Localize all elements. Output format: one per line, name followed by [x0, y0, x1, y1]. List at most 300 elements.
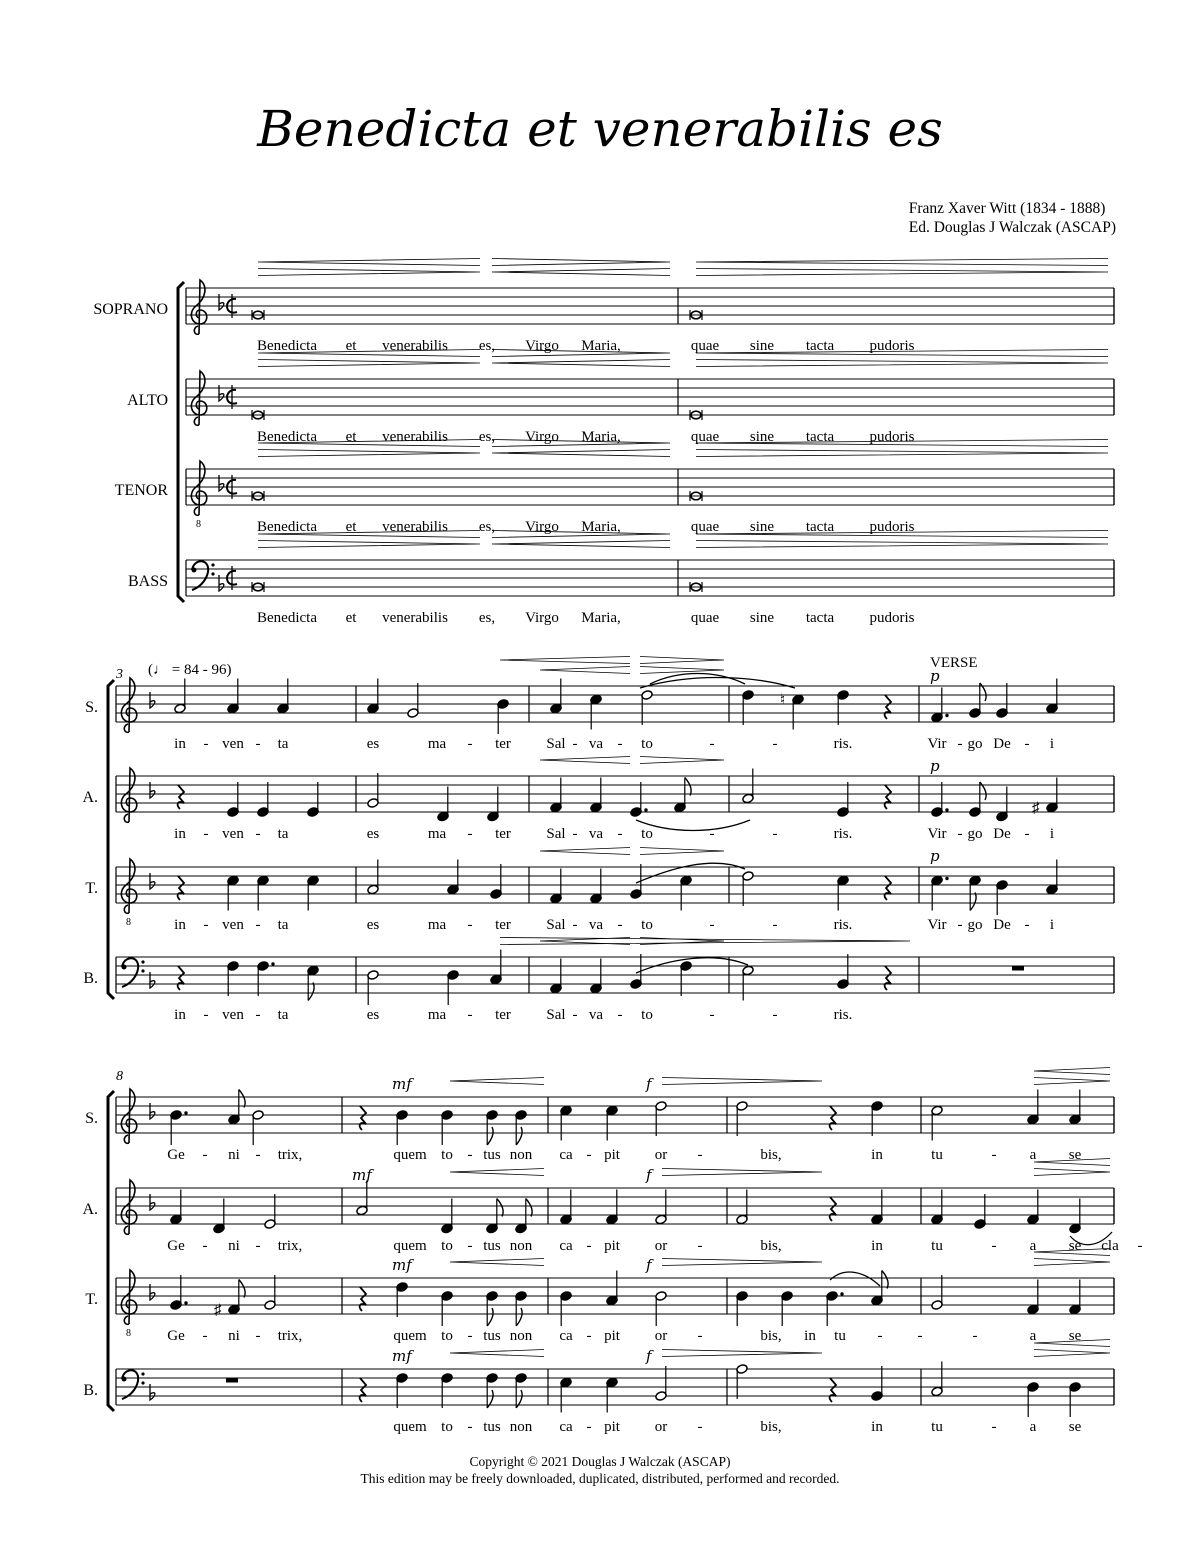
lyric-syllable: De: [993, 826, 1011, 842]
dynamic-marking: f: [646, 1166, 652, 1184]
lyric-syllable: Benedicta: [257, 519, 317, 535]
quarter-note: [590, 694, 602, 729]
quarter-note: [931, 1190, 943, 1225]
measure-number: 8: [116, 1069, 123, 1084]
half-note: [736, 1101, 748, 1136]
lyric-syllable: venerabilis: [382, 610, 448, 626]
lyric-syllable: ta: [277, 1007, 289, 1023]
lyric-syllable: ven: [222, 736, 244, 752]
lyric-syllable: -: [255, 826, 261, 842]
measure-number: 3: [116, 667, 123, 682]
decrescendo-hairpin: [662, 1350, 822, 1357]
flat-sign: [219, 575, 224, 591]
flat-sign: [150, 692, 155, 708]
flat-sign: [219, 294, 224, 310]
quarter-note: [560, 1190, 572, 1225]
quarter-note: [606, 1190, 618, 1225]
lyric-syllable: se: [1068, 1238, 1082, 1254]
lyric-syllable: Vir: [927, 826, 947, 842]
half-note: [742, 871, 754, 906]
lyric-syllable: a: [1029, 1419, 1037, 1435]
lyric-syllable: ma: [427, 736, 447, 752]
augmentation-dot: [840, 1292, 843, 1295]
lyric-syllable: non: [509, 1328, 533, 1344]
lyric-syllable: i: [1049, 736, 1055, 752]
lyric-syllable: i: [1049, 917, 1055, 933]
lyric-syllable: -: [255, 1007, 261, 1023]
quarter-note: [590, 959, 602, 994]
crescendo-hairpin: [696, 259, 1108, 266]
half-note: [931, 1275, 943, 1310]
lyric-syllable: es,: [478, 519, 496, 535]
lyric-syllable: venerabilis: [382, 519, 448, 535]
half-note: [931, 1105, 943, 1140]
copyright-line: Copyright © 2021 Douglas J Walczak (ASCAP): [469, 1454, 731, 1469]
lyric-syllable: se: [1068, 1147, 1082, 1163]
lyric-syllable: ter: [495, 736, 511, 752]
lyric-syllable: -: [586, 1419, 592, 1435]
quarter-note: [396, 1110, 408, 1145]
bass-clef-dot: [122, 965, 127, 970]
lyric-syllable: tu: [931, 1419, 943, 1435]
decrescendo-hairpin: [258, 541, 480, 548]
eighth-note: [515, 1291, 527, 1326]
quarter-rest: [885, 785, 891, 809]
dynamic-marking: mf: [352, 1166, 372, 1184]
lyric-syllable: -: [772, 826, 778, 842]
lyric-syllable: tus: [483, 1147, 501, 1163]
dynamic-marking: mf: [392, 1256, 412, 1274]
lyric-syllable: -: [203, 917, 209, 933]
crescendo-hairpin: [258, 259, 480, 266]
dynamic-marking: p: [930, 667, 940, 685]
lyric-syllable: tus: [483, 1328, 501, 1344]
half-note: [641, 690, 653, 725]
lyric-syllable: -: [617, 917, 623, 933]
quarter-note: [550, 959, 562, 994]
quarter-note: [227, 961, 239, 996]
copyright-footer: [0, 1453, 1200, 1487]
quarter-note: [871, 1101, 883, 1136]
augmentation-dot: [945, 877, 948, 880]
lyric-syllable: es,: [478, 429, 496, 445]
lyric-syllable: -: [877, 1328, 883, 1344]
lyric-syllable: Sal: [546, 826, 566, 842]
system-bracket: [108, 1091, 114, 1411]
eighth-note: [214, 1280, 245, 1319]
decrescendo-hairpin: [492, 259, 670, 266]
lyric-syllable: or: [654, 1419, 668, 1435]
lyric-syllable: ma: [427, 917, 447, 933]
decrescendo-hairpin: [662, 1259, 822, 1266]
lyric-syllable: to: [441, 1328, 453, 1344]
quarter-note: [931, 688, 949, 723]
lyric-syllable: quae: [690, 519, 720, 535]
lyric-syllable: venerabilis: [382, 429, 448, 445]
lyric-syllable: et: [345, 519, 357, 535]
lyric-syllable: quem: [393, 1147, 427, 1163]
quarter-note: [1027, 1190, 1039, 1225]
quarter-note: [227, 679, 239, 714]
lyric-syllable: va: [588, 736, 604, 752]
lyric-syllable: -: [467, 826, 473, 842]
half-note: [264, 1194, 276, 1229]
bass-clef-dot: [141, 969, 144, 972]
editor-line: Ed. Douglas J Walczak (ASCAP): [908, 219, 1116, 236]
decrescendo-hairpin: [662, 1078, 822, 1085]
quarter-note: [441, 1110, 453, 1145]
decrescendo-hairpin: [1034, 1350, 1110, 1357]
decrescendo-hairpin: [640, 657, 724, 664]
lyric-syllable: se: [1068, 1328, 1082, 1344]
quarter-note: [257, 782, 269, 817]
flat-sign: [150, 873, 155, 889]
lyric-syllable: trix,: [277, 1238, 303, 1254]
lyric-syllable: va: [588, 826, 604, 842]
lyric-syllable: tu: [834, 1328, 846, 1344]
quarter-rest: [830, 1378, 836, 1402]
quarter-note: [441, 1373, 453, 1408]
half-note: [655, 1101, 667, 1136]
quarter-rest: [885, 695, 891, 719]
lyric-syllable: es,: [478, 338, 496, 354]
lyric-syllable: Vir: [927, 917, 947, 933]
half-note: [367, 773, 379, 808]
quarter-note: [837, 954, 849, 989]
sharp-sign: ♯: [214, 1302, 222, 1319]
lyric-syllable: ca: [559, 1419, 573, 1435]
half-note: [655, 1291, 667, 1326]
half-note: [736, 1190, 748, 1225]
lyric-syllable: ter: [495, 917, 511, 933]
lyric-syllable: in: [174, 736, 186, 752]
quarter-note: [996, 683, 1008, 718]
lyric-syllable: va: [588, 917, 604, 933]
lyric-syllable: es: [366, 917, 380, 933]
lyric-syllable: -: [617, 1007, 623, 1023]
lyric-syllable: Vir: [927, 736, 947, 752]
flat-sign: [150, 1194, 155, 1210]
lyric-syllable: trix,: [277, 1147, 303, 1163]
note-flag: [239, 1280, 245, 1298]
bass-clef-shape: [122, 1370, 138, 1399]
lyric-syllable: ven: [222, 917, 244, 933]
lyric-syllable: pudoris: [869, 429, 915, 445]
decrescendo-hairpin: [696, 269, 1108, 276]
lyric-syllable: a: [1029, 1328, 1037, 1344]
quarter-note: [837, 690, 849, 725]
quarter-note: [560, 1105, 572, 1140]
lyric-syllable: -: [697, 1419, 703, 1435]
lyric-syllable: ni: [228, 1238, 240, 1254]
lyric-syllable: -: [572, 1007, 578, 1023]
lyric-syllable: et: [345, 429, 357, 445]
quarter-note: [550, 869, 562, 904]
whole-rest: [226, 1378, 238, 1383]
lyric-syllable: -: [709, 917, 715, 933]
lyric-syllable: es: [366, 736, 380, 752]
lyric-syllable: quem: [393, 1419, 427, 1435]
eighth-note: [871, 1271, 888, 1306]
lyric-syllable: Ge: [167, 1238, 185, 1254]
lyric-syllable: -: [772, 917, 778, 933]
lyric-syllable: tu: [931, 1147, 943, 1163]
quarter-note: [996, 787, 1008, 822]
lyric-syllable: Benedicta: [257, 338, 317, 354]
lyric-syllable: ven: [222, 1007, 244, 1023]
decrescendo-hairpin: [662, 1169, 822, 1176]
lyric-syllable: ta: [277, 917, 289, 933]
quarter-note: [550, 679, 562, 714]
bass-clef: [192, 561, 215, 590]
quarter-note: [780, 693, 804, 730]
lyric-syllable: a: [1029, 1238, 1037, 1254]
crescendo-hairpin: [492, 269, 670, 276]
quarter-note: [1027, 1382, 1039, 1417]
quarter-note: [606, 1271, 618, 1306]
lyric-syllable: -: [957, 736, 963, 752]
half-note: [252, 1110, 264, 1145]
lyric-syllable: ma: [427, 1007, 447, 1023]
quarter-note: [742, 690, 754, 725]
lyric-syllable: Sal: [546, 1007, 566, 1023]
half-note: [655, 1190, 667, 1225]
quarter-rest: [360, 1378, 366, 1402]
quarter-rest: [360, 1106, 366, 1130]
dynamic-marking: mf: [392, 1075, 412, 1093]
lyric-syllable: -: [617, 736, 623, 752]
voice-label: TENOR: [114, 482, 168, 499]
lyric-syllable: es,: [478, 610, 496, 626]
note-flag: [487, 1127, 493, 1145]
eighth-note: [515, 1110, 527, 1145]
lyric-syllable: ta: [277, 826, 289, 842]
lyric-syllable: sine: [749, 429, 775, 445]
augmentation-dot: [945, 714, 948, 717]
quarter-note: [606, 1377, 618, 1412]
lyric-syllable: Maria,: [581, 610, 621, 626]
lyric-syllable: to: [441, 1419, 453, 1435]
lyric-syllable: -: [255, 1328, 261, 1344]
quarter-note: [447, 970, 459, 1005]
quarter-note: [490, 864, 502, 899]
decrescendo-hairpin: [500, 938, 910, 945]
note-flag: [516, 1127, 522, 1145]
quarter-note: [307, 782, 319, 817]
dynamic-marking: f: [646, 1347, 652, 1365]
quarter-note: [736, 1291, 748, 1326]
score-title: Benedicta et venerabilis es: [257, 100, 943, 158]
quarter-note: [560, 1377, 572, 1412]
lyric-syllable: tacta: [805, 610, 835, 626]
lyric-syllable: Virgo: [525, 610, 559, 626]
dynamic-marking: mf: [392, 1347, 412, 1365]
note-flag: [516, 1308, 522, 1326]
voice-label: T.: [85, 880, 98, 897]
lyric-syllable: pit: [604, 1238, 620, 1254]
lyric-syllable: Ge: [167, 1147, 185, 1163]
quarter-note: [590, 778, 602, 813]
crescendo-hairpin: [492, 541, 670, 548]
lyric-syllable: -: [467, 1147, 473, 1163]
note-flag: [497, 1199, 503, 1217]
half-note: [367, 970, 379, 1005]
lyric-syllable: pudoris: [869, 338, 915, 354]
bass-clef: [122, 1370, 145, 1399]
bass-clef-dot: [141, 960, 144, 963]
flat-sign: [219, 475, 224, 491]
lyric-syllable: to: [641, 736, 653, 752]
lyric-syllable: in: [174, 1007, 186, 1023]
lyric-syllable: -: [697, 1238, 703, 1254]
lyric-syllable: -: [709, 826, 715, 842]
tempo-marking: (♩ = 84 - 96): [148, 662, 232, 678]
lyric-syllable: -: [772, 736, 778, 752]
dynamic-marking: f: [646, 1075, 652, 1093]
lyric-syllable: -: [467, 1238, 473, 1254]
system-bracket: [108, 680, 114, 999]
augmentation-dot: [644, 808, 647, 811]
quarter-rest: [178, 785, 184, 809]
quarter-note: [837, 875, 849, 910]
lyric-syllable: Benedicta: [257, 429, 317, 445]
half-note: [356, 1181, 368, 1216]
quarter-note: [497, 699, 509, 734]
eighth-note: [307, 965, 319, 1000]
lyric-syllable: -: [572, 826, 578, 842]
lyric-syllable: -: [467, 917, 473, 933]
lyric-syllable: -: [202, 1147, 208, 1163]
dynamic-marking: p: [930, 757, 940, 775]
lyric-syllable: sine: [749, 519, 775, 535]
lyric-syllable: i: [1049, 826, 1055, 842]
quarter-note: [1069, 1090, 1081, 1125]
lyric-syllable: non: [509, 1147, 533, 1163]
license-line: This edition may be freely downloaded, duplicated, distributed, performed and recorded.: [360, 1471, 840, 1486]
lyric-syllable: ta: [277, 736, 289, 752]
lyric-syllable: pit: [604, 1419, 620, 1435]
decrescendo-hairpin: [1034, 1078, 1110, 1085]
note-flag: [882, 1271, 888, 1289]
system-bracket: [178, 282, 184, 602]
quarter-note: [367, 679, 379, 714]
lyric-syllable: tus: [483, 1238, 501, 1254]
lyric-syllable: quem: [393, 1238, 427, 1254]
lyric-syllable: in: [871, 1419, 883, 1435]
lyric-syllable: sine: [749, 338, 775, 354]
lyric-syllable: ris.: [833, 736, 853, 752]
quarter-rest: [830, 1197, 836, 1221]
bass-clef-dot: [141, 1381, 144, 1384]
lyric-syllable: bis,: [760, 1238, 782, 1254]
quarter-note: [1069, 1382, 1081, 1417]
decrescendo-hairpin: [696, 360, 1108, 367]
lyric-syllable: or: [654, 1328, 668, 1344]
lyric-syllable: in: [174, 917, 186, 933]
lyric-syllable: -: [203, 1007, 209, 1023]
note-flag: [526, 1199, 532, 1217]
lyric-syllable: cla: [1101, 1238, 1119, 1254]
voice-label: ALTO: [127, 392, 168, 409]
bass-clef-dot: [141, 1372, 144, 1375]
lyric-syllable: in: [174, 826, 186, 842]
quarter-note: [441, 1199, 453, 1234]
lyric-syllable: et: [345, 610, 357, 626]
octave-eight: 8: [126, 1328, 131, 1339]
lyric-syllable: -: [991, 1147, 997, 1163]
lyric-syllable: non: [509, 1419, 533, 1435]
flat-sign: [150, 1384, 155, 1400]
augmentation-dot: [271, 962, 274, 965]
crescendo-hairpin: [1034, 1068, 1110, 1075]
lyric-syllable: -: [255, 1147, 261, 1163]
quarter-note: [1027, 1280, 1039, 1315]
voice-label: B.: [83, 1382, 98, 1399]
voice-label: A.: [82, 1201, 98, 1218]
eighth-note: [486, 1373, 498, 1408]
crescendo-hairpin: [450, 1169, 544, 1176]
lyric-syllable: quae: [690, 429, 720, 445]
flat-sign: [219, 385, 224, 401]
quarter-note: [227, 875, 239, 910]
half-note: [407, 683, 419, 718]
lyric-syllable: -: [1024, 826, 1030, 842]
quarter-note: [680, 961, 692, 996]
lyric-syllable: es: [366, 826, 380, 842]
bass-clef: [122, 958, 145, 987]
slur: [830, 1272, 880, 1286]
quarter-note: [550, 778, 562, 813]
half-note: [655, 1366, 667, 1401]
half-note: [736, 1364, 748, 1399]
quarter-note: [396, 1373, 408, 1408]
lyric-syllable: tacta: [805, 338, 835, 354]
decrescendo-hairpin: [258, 269, 480, 276]
lyric-syllable: -: [709, 736, 715, 752]
quarter-note: [837, 782, 849, 817]
lyric-syllable: ca: [559, 1328, 573, 1344]
lyric-syllable: -: [255, 1238, 261, 1254]
lyric-syllable: -: [255, 736, 261, 752]
quarter-note: [931, 875, 949, 910]
quarter-note: [227, 782, 239, 817]
half-note: [264, 1275, 276, 1310]
bass-clef-shape: [192, 561, 208, 590]
lyric-syllable: pudoris: [869, 610, 915, 626]
lyric-syllable: to: [641, 826, 653, 842]
lyric-syllable: bis,: [760, 1328, 782, 1344]
decrescendo-hairpin: [1034, 1169, 1110, 1176]
lyric-syllable: ter: [495, 826, 511, 842]
lyric-syllable: or: [654, 1238, 668, 1254]
lyric-syllable: bis,: [760, 1147, 782, 1163]
crescendo-hairpin: [450, 1078, 544, 1085]
lyric-syllable: Maria,: [581, 429, 621, 445]
decrescendo-hairpin: [258, 450, 480, 457]
lyric-syllable: -: [697, 1147, 703, 1163]
quarter-rest: [830, 1106, 836, 1130]
lyric-syllable: go: [967, 826, 983, 842]
lyric-syllable: pit: [604, 1147, 620, 1163]
lyric-syllable: ma: [427, 826, 447, 842]
lyric-syllable: -: [467, 736, 473, 752]
lyric-syllable: -: [991, 1419, 997, 1435]
note-flag: [685, 778, 691, 796]
lyric-syllable: tu: [931, 1238, 943, 1254]
bass-clef-dot: [211, 563, 214, 566]
lyric-syllable: -: [617, 826, 623, 842]
lyric-syllable: Virgo: [525, 429, 559, 445]
